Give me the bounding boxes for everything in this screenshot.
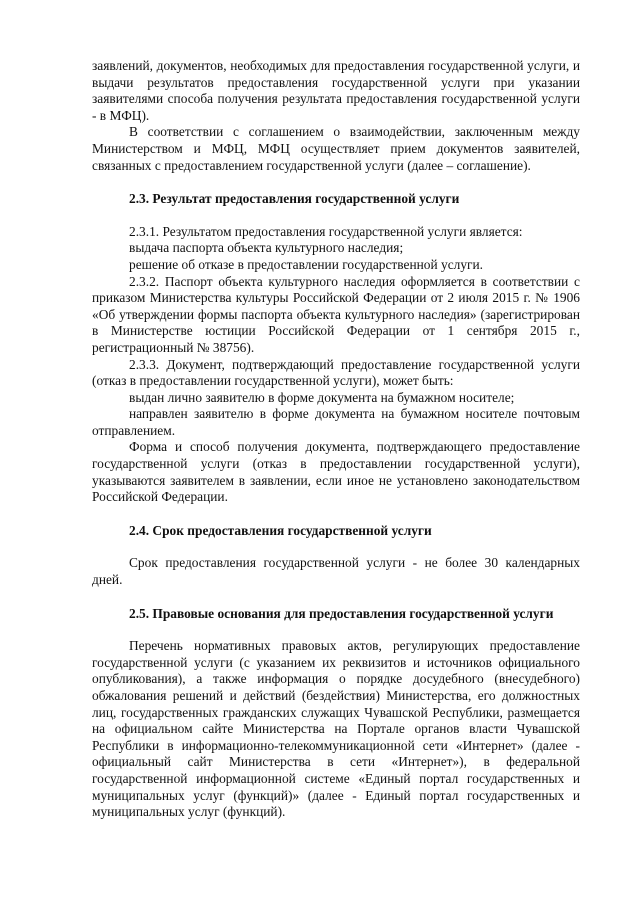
s23-paragraph-4: 2.3.2. Паспорт объекта культурного наследия оформляется в соответствии с приказом Министерства культуры Российской Федерации от 2 июля 2015 г. № 1906 «Об утверждении формы паспорта объекта культурного наследия» (зарегистрирован в Министерстве юстиции Российской Федерации от 1 сентября 2015 г., регистрационный № 38756). <box>92 273 580 355</box>
s23-paragraph-7: направлен заявителю в форме документа на бумажном носителе почтовым отправлением. <box>92 406 580 438</box>
section-heading-2-3: 2.3. Результат предоставления государственной услуги <box>129 191 460 207</box>
intro-paragraph-2: В соответствии с соглашением о взаимодействии, заключенным между Министерством и МФЦ, МФЦ осуществляет прием документов заявителей, связанных с предоставлением государственной услуги (далее – соглашение). <box>92 124 580 173</box>
s23-paragraph-3: решение об отказе в предоставлении государственной услуги. <box>129 256 484 272</box>
s24-paragraph-1: Срок предоставления государственной услуги - не более 30 календарных дней. <box>92 555 580 588</box>
spacer <box>92 506 580 523</box>
s23-paragraph-1: 2.3.1. Результатом предоставления государственной услуги является: <box>129 223 523 239</box>
s23-paragraph-8: Форма и способ получения документа, подтверждающего предоставление государственной услуги (отказ в предоставлении государственной услуги), указываются заявителем в заявлении, если иное не установлено законодательством Российской Федерации. <box>92 439 580 505</box>
intro-paragraph-1: заявлений, документов, необходимых для предоставления государственной услуги, и выдачи результатов предоставления государственной услуги при указании заявителями способа получения результата предоставления государственной услуги - в МФЦ). <box>92 58 580 123</box>
section-heading-2-4: 2.4. Срок предоставления государственной услуги <box>129 522 432 538</box>
s23-paragraph-5: 2.3.3. Документ, подтверждающий предоставление государственной услуги (отказ в предоставлении государственной услуги), может быть: <box>92 356 580 389</box>
document-page <box>92 58 580 821</box>
spacer <box>92 174 580 191</box>
spacer <box>92 208 580 224</box>
spacer <box>92 589 580 606</box>
s23-paragraph-6: выдан лично заявителю в форме документа на бумажном носителе; <box>129 389 515 405</box>
spacer <box>92 622 580 638</box>
s25-paragraph-1: Перечень нормативных правовых актов, регулирующих предоставление государственной услуги (с указанием их реквизитов и источников официального опубликования), а также информация о порядке досудебного (внесудебного) обжалования решений и действий (бездействия) Министерства, его должностных лиц, государственных гражданских служащих Чувашской Республики, размещается на официальном сайте Министерства на Портале органов власти Чувашской Республики в информационно-телекоммуникационной сети «Интернет» (далее - официальный сайт Министерства в сети «Интернет»), в федеральной государственной информационной системе «Единый портал государственных и муниципальных услуг (функций)» (далее - Единый портал государственных и муниципальных услуг (функций). <box>92 638 580 820</box>
s23-paragraph-2: выдача паспорта объекта культурного наследия; <box>129 240 404 256</box>
spacer <box>92 539 580 555</box>
section-heading-2-5: 2.5. Правовые основания для предоставления государственной услуги <box>129 605 554 621</box>
